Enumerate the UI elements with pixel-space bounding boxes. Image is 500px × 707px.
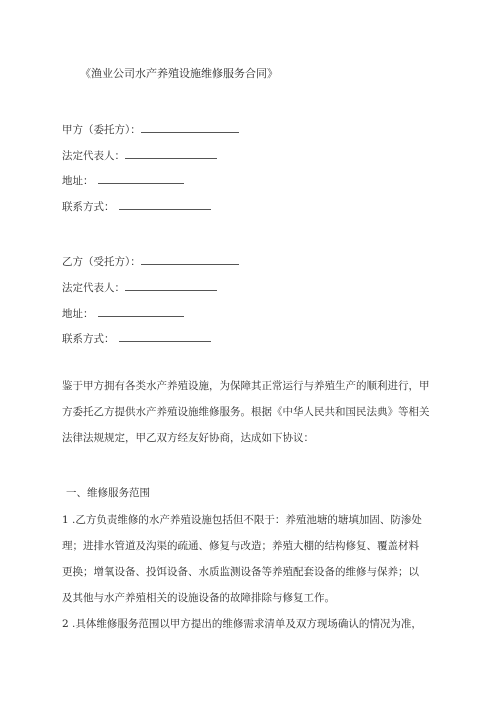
party-b-rep-label: 法定代表人： <box>62 282 125 294</box>
party-a-name-blank[interactable] <box>141 121 239 133</box>
clause-2-line: 2 .具体维修服务范围以甲方提出的维修需求清单及双方现场确认的情况为准， <box>62 618 422 630</box>
party-a-addr-blank[interactable] <box>98 172 184 184</box>
party-b-addr-blank[interactable] <box>98 305 184 317</box>
party-b-contact-label: 联系方式： <box>62 333 115 345</box>
party-b-rep-blank[interactable] <box>125 279 217 291</box>
party-a-contact-row <box>62 198 211 214</box>
party-b-rep-row <box>62 279 217 295</box>
preamble-line: 方委托乙方提供水产养殖设施维修服务。根据《中华人民共和国民法典》等相关 <box>62 406 430 418</box>
party-b-name-label: 乙方（受托方）： <box>62 256 141 268</box>
clause-1-line: 及其他与水产养殖相关的设施设备的故障排除与修复工作。 <box>62 592 335 604</box>
party-b-addr-label: 地址： <box>62 308 94 320</box>
document-title: 《渔业公司水产养殖设施维修服务合同》 <box>80 67 278 80</box>
party-a-addr-row <box>62 172 184 188</box>
party-a-contact-blank[interactable] <box>119 198 211 210</box>
party-b-name-row <box>62 253 239 269</box>
clause-1-line: 1 .乙方负责维修的水产养殖设施包括但不限于：养殖池塘的塘填加固、防渗处 <box>62 514 422 526</box>
party-a-rep-row <box>62 147 217 163</box>
clause-1-line: 更换；增氧设备、投饵设备、水质监测设备等养殖配套设备的维修与保养；以 <box>62 566 419 578</box>
party-a-rep-blank[interactable] <box>125 147 217 159</box>
section-1-heading: 一、维修服务范围 <box>66 487 150 499</box>
party-a-name-label: 甲方（委托方）： <box>62 124 141 136</box>
clause-1-line: 理；进排水管道及沟渠的疏通、修复与改造；养殖大棚的结构修复、覆盖材料 <box>62 540 419 552</box>
preamble-line: 鉴于甲方拥有各类水产养殖设施，为保障其正常运行与养殖生产的顺利进行，甲 <box>62 380 430 392</box>
party-a-addr-label: 地址： <box>62 175 94 187</box>
party-b-contact-blank[interactable] <box>119 330 211 342</box>
preamble-line: 法律法规规定，甲乙双方经友好协商，达成如下协议： <box>62 432 314 444</box>
party-b-contact-row <box>62 330 211 346</box>
party-b-name-blank[interactable] <box>141 253 239 265</box>
party-b-addr-row <box>62 305 184 321</box>
party-a-rep-label: 法定代表人： <box>62 150 125 162</box>
party-a-contact-label: 联系方式： <box>62 201 115 213</box>
party-a-name-row <box>62 121 239 137</box>
